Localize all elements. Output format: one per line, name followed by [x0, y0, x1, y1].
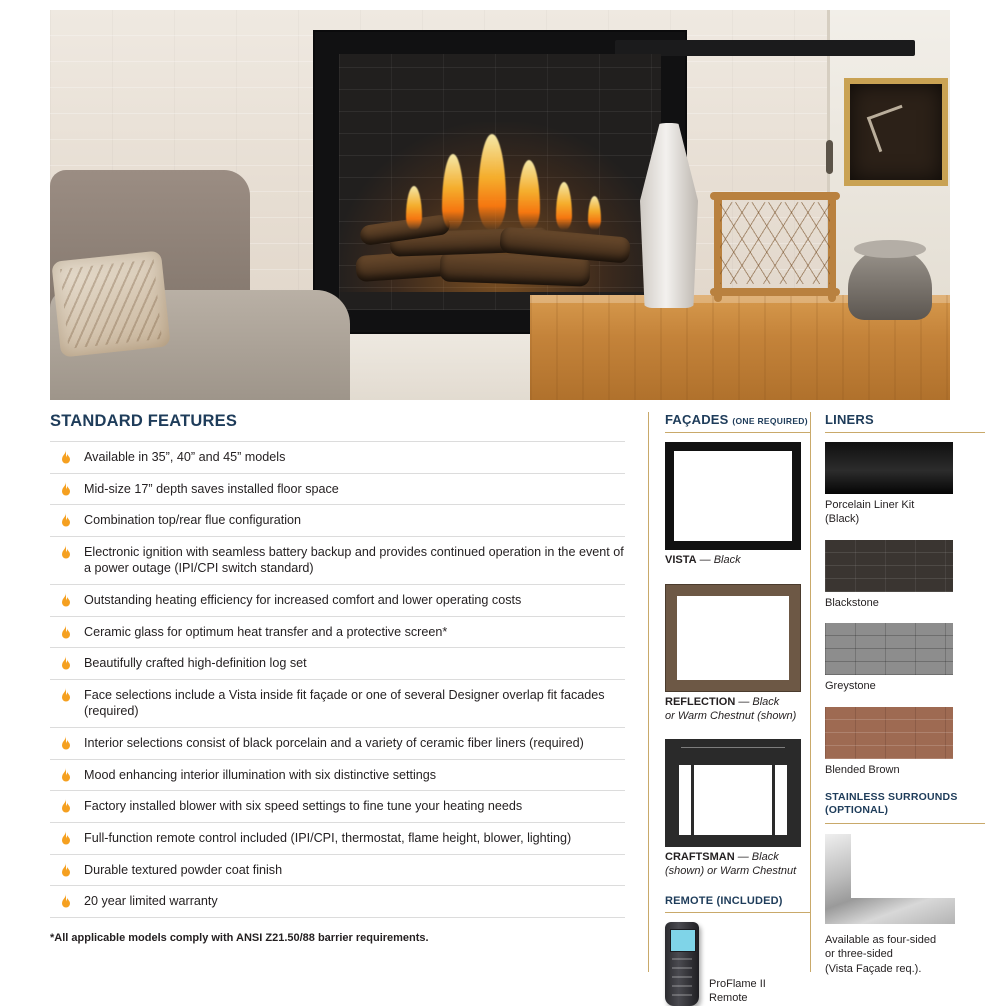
liner-greystone-caption	[825, 680, 985, 694]
facade-vista-image	[665, 442, 801, 550]
remote-buttons	[672, 956, 692, 996]
list-item	[50, 474, 625, 506]
surround-note-line1: Available as four-sided	[825, 934, 937, 947]
list-item	[50, 823, 625, 855]
list-item	[50, 760, 625, 792]
flame-icon	[60, 593, 72, 609]
craftsman-mullion	[691, 765, 694, 835]
heading-rule	[665, 432, 811, 433]
flame-icon	[60, 831, 72, 847]
stainless-surrounds-heading	[825, 791, 985, 818]
sofa	[50, 170, 350, 400]
stainless-surround-image	[825, 834, 955, 924]
liner-porcelain-caption	[825, 499, 985, 527]
liner-greystone-image	[825, 623, 953, 675]
rack-weave	[720, 202, 830, 284]
facade-detail-2: (shown) or Warm Chestnut	[665, 865, 797, 877]
list-item	[50, 728, 625, 760]
feature-text: Electronic ignition with seamless battery backup and provides continued operation in the event of a power outage (IPI/CPI switch standard)	[84, 544, 624, 576]
feature-text: 20 year limited warranty	[84, 894, 218, 909]
surrounds-heading-line2: (OPTIONAL)	[825, 804, 889, 817]
liner-name: Porcelain Liner Kit	[825, 499, 915, 511]
framed-art	[844, 78, 948, 186]
heading-rule	[665, 912, 811, 913]
remote-caption	[709, 977, 766, 1006]
facades-heading	[665, 412, 811, 427]
liner-blended-brown-caption	[825, 764, 985, 778]
liners-heading: LINERS	[825, 412, 874, 427]
facade-craftsman-image	[665, 739, 801, 847]
hero-photo	[50, 10, 950, 400]
facade-reflection-caption	[665, 696, 811, 724]
facade-detail: — Black	[699, 554, 741, 566]
surround-note-line3: (Vista Façade req.).	[825, 962, 922, 975]
wooden-rack	[710, 192, 840, 302]
list-item	[50, 886, 625, 918]
liners-column	[825, 412, 985, 976]
standard-features-list	[50, 441, 625, 918]
list-item	[50, 617, 625, 649]
facade-craftsman-caption	[665, 851, 811, 879]
flame-icon	[60, 736, 72, 752]
flame-icon	[60, 625, 72, 641]
facade-reflection-image	[665, 584, 801, 692]
liner-name: Blended Brown	[825, 764, 900, 776]
list-item	[50, 855, 625, 887]
feature-text: Face selections include a Vista inside fit façade or one of several Designer overlap fit facades (required)	[84, 687, 605, 719]
column-divider	[648, 412, 649, 972]
surround-band	[825, 834, 955, 924]
list-item	[50, 537, 625, 585]
facade-vista-caption	[665, 554, 811, 568]
feature-text: Outstanding heating efficiency for increased comfort and lower operating costs	[84, 593, 522, 608]
feature-text: Factory installed blower with six speed settings to fine tune your heating needs	[84, 799, 523, 814]
feature-text: Interior selections consist of black porcelain and a variety of ceramic fiber liners (required)	[84, 736, 584, 751]
feature-text: Full-function remote control included (IPI/CPI, thermostat, flame height, blower, lighting)	[84, 830, 572, 845]
feature-text: Combination top/rear flue configuration	[84, 513, 302, 528]
feature-text: Ceramic glass for optimum heat transfer and a protective screen*	[84, 624, 448, 639]
flame-icon	[60, 799, 72, 815]
flame-icon	[60, 482, 72, 498]
heading-rule	[825, 432, 985, 433]
standard-features-column	[50, 412, 625, 944]
footnote: *All applicable models comply with ANSI Z21.50/88 barrier requirements.	[50, 931, 429, 944]
fireplace-surround	[315, 32, 685, 332]
facades-column	[665, 412, 811, 1006]
liner-name: Blackstone	[825, 596, 879, 609]
facade-name: VISTA	[665, 554, 697, 566]
heading-rule	[825, 823, 985, 824]
feature-text: Available in 35”, 40” and 45” models	[84, 450, 286, 464]
facade-glass	[677, 596, 789, 680]
remote-name-line2: Remote	[709, 992, 748, 1005]
feature-text: Beautifully crafted high-definition log set	[84, 656, 307, 671]
stone-crock	[848, 248, 932, 320]
rack-bar	[710, 192, 840, 200]
feature-text: Mid-size 17” depth saves installed floor space	[84, 481, 339, 496]
facades-heading-text: FAÇADES	[665, 412, 729, 427]
liner-blackstone-caption	[825, 597, 985, 611]
flame-icon	[60, 513, 72, 529]
feature-text: Durable textured powder coat finish	[84, 862, 283, 877]
flame-icon	[60, 656, 72, 672]
stainless-surround-note	[825, 933, 985, 976]
remote-heading: REMOTE (INCLUDED)	[665, 894, 783, 907]
list-item	[50, 505, 625, 537]
facade-detail: — Black	[737, 851, 779, 864]
list-item	[50, 680, 625, 728]
flame-icon	[60, 450, 72, 466]
flame-icon	[60, 688, 72, 704]
facade-detail: — Black	[738, 695, 780, 708]
flame	[588, 196, 601, 230]
liner-name: Greystone	[825, 680, 876, 693]
list-item	[50, 585, 625, 617]
throw-pillow	[51, 251, 170, 358]
craftsman-mullion	[772, 765, 775, 835]
facade-name: CRAFTSMAN	[665, 851, 735, 864]
remote-row	[665, 922, 811, 1006]
flame-icon	[60, 545, 72, 561]
facade-glass	[679, 765, 787, 835]
surround-note-line2: or three-sided	[825, 948, 893, 961]
list-item	[50, 648, 625, 680]
cabinet-handle	[826, 140, 833, 174]
spec-sheet-body	[50, 412, 958, 1005]
log-set	[350, 200, 650, 288]
flame-icon	[60, 768, 72, 784]
liner-name-2: (Black)	[825, 512, 860, 525]
facade-detail-2: or Warm Chestnut (shown)	[665, 709, 797, 722]
craftsman-header-band	[665, 739, 801, 761]
flame-icon	[60, 863, 72, 879]
list-item	[50, 791, 625, 823]
rack-bar	[710, 288, 840, 296]
surrounds-heading-line1: STAINLESS SURROUNDS	[825, 790, 958, 803]
standard-features-heading: STANDARD FEATURES	[50, 412, 238, 430]
remote-name-line1: ProFlame II	[709, 978, 766, 991]
facade-glass	[674, 451, 792, 541]
flame-icon	[60, 894, 72, 910]
list-item	[50, 441, 625, 474]
firebox	[339, 54, 661, 310]
liner-porcelain-image	[825, 442, 953, 494]
remote-screen	[670, 929, 696, 952]
facade-name: REFLECTION	[665, 695, 736, 708]
feature-text: Mood enhancing interior illumination with six distinctive settings	[84, 767, 437, 782]
remote-control-image	[665, 922, 699, 1006]
facades-heading-note: (ONE REQUIRED)	[732, 416, 808, 426]
liner-blended-brown-image	[825, 707, 953, 759]
liner-blackstone-image	[825, 540, 953, 592]
